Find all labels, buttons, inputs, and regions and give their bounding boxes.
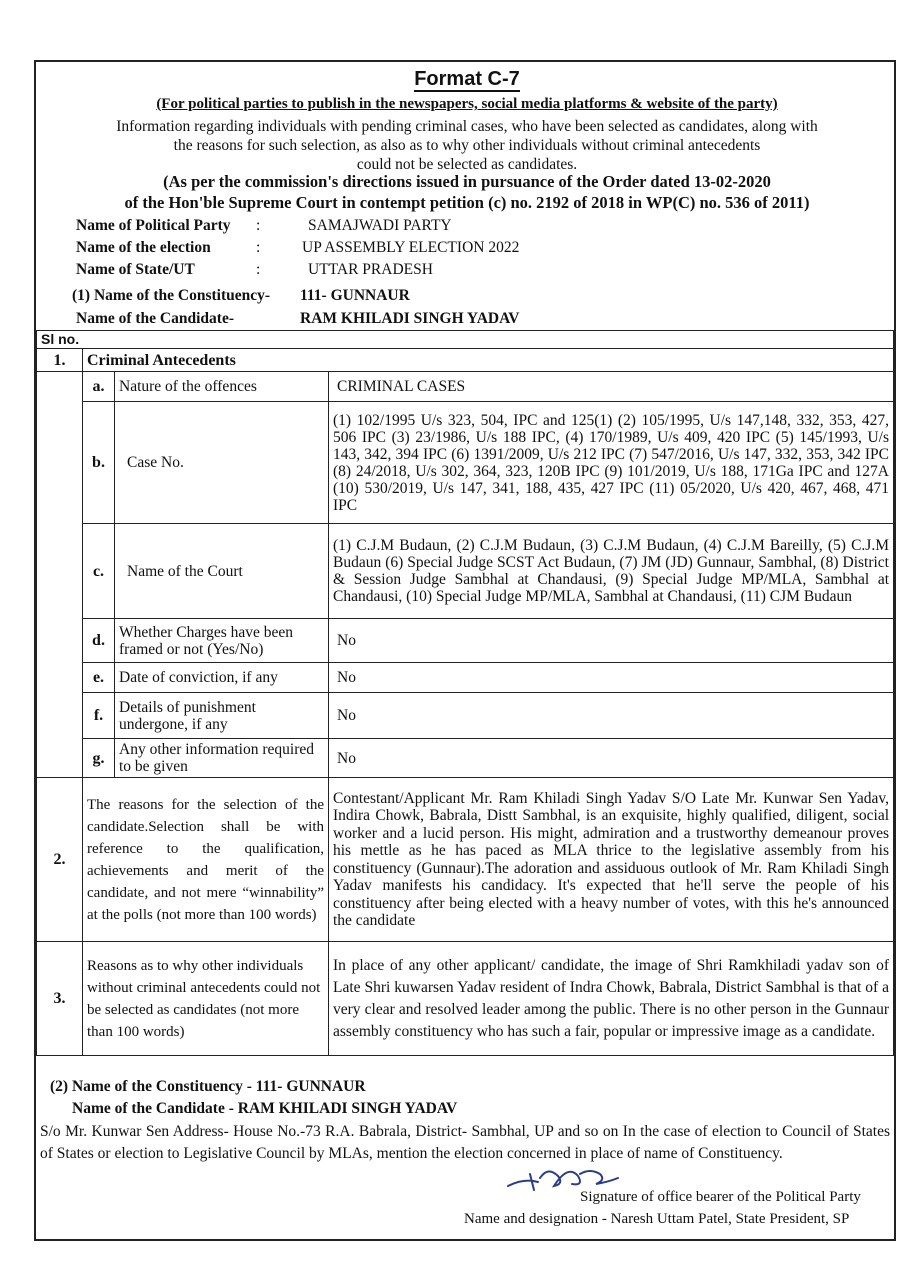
state-value: UTTAR PRADESH — [308, 261, 433, 278]
row-value: CRIMINAL CASES — [329, 372, 894, 402]
row-letter: a. — [83, 372, 115, 402]
row-letter: b. — [83, 402, 115, 524]
candidate-2: Name of the Candidate - RAM KHILADI SINGH YADAV — [72, 1100, 458, 1117]
row-label: Case No. — [115, 402, 329, 524]
section-number: 3. — [37, 942, 83, 1056]
directions-line-1: (As per the commission's directions issued in pursuance of the Order dated 13-02-2020 — [163, 172, 771, 191]
constituency-value: 111- GUNNAUR — [300, 287, 410, 304]
row-label: Nature of the offences — [115, 372, 329, 402]
row-letter: g. — [83, 739, 115, 778]
table-row — [37, 402, 894, 524]
row-letter: d. — [83, 619, 115, 663]
table-row — [37, 619, 894, 663]
colon: : — [256, 217, 261, 234]
page-title: Format C-7 — [414, 68, 520, 90]
row-value: No — [329, 739, 894, 778]
election-value: UP ASSEMBLY ELECTION 2022 — [302, 239, 520, 256]
directions-line-2: of the Hon'ble Supreme Court in contempt petition (c) no. 2192 of 2018 in WP(C) no. 536 of 2011) — [124, 193, 810, 212]
colon: : — [256, 261, 261, 278]
row-label: Date of conviction, if any — [115, 663, 329, 693]
table-row — [37, 693, 894, 739]
table-row — [37, 331, 894, 349]
row-label: Any other information required to be given — [115, 739, 329, 778]
colon: : — [256, 239, 261, 256]
section-number: 2. — [37, 778, 83, 942]
row-letter: c. — [83, 524, 115, 619]
other-individuals-label: Reasons as to why other individuals without criminal antecedents could not be selected as candidates (not more than 100 words) — [83, 942, 329, 1056]
row-value: No — [329, 693, 894, 739]
section-title: Criminal Antecedents — [83, 349, 894, 372]
row-value: (1) 102/1995 U/s 323, 504, IPC and 125(1) (2) 105/1995, U/s 147,148, 332, 353, 427, 506 IPC (3) 23/1986, U/s 188 IPC, (4) 170/1989, U/s 409, 420 IPC (5) 145/1993, U/s 143, 342, 394 IPC (6) 1391/2009, U/s 212 IPC (7) 547/2016, U/s 147, 332, 353, 342 IPC (8) 24/2018, U/s 302, 364, 323, 120B IPC (9) 101/2019, U/s 188, 171Ga IPC and 127A (10) 530/2019, U/s 147, 341, 188, 435, 427 IPC (11) 05/2020, U/s 420, 467, 468, 471 IPC — [329, 402, 894, 524]
table-row — [37, 349, 894, 372]
row-letter: e. — [83, 663, 115, 693]
row-value: (1) C.J.M Budaun, (2) C.J.M Budaun, (3) C.J.M Budaun, (4) C.J.M Bareilly, (5) C.J.M Budaun (6) Special Judge SCST Act Budaun, (7) JM (JD) Gunnaur, Sambhal, (8) District & Session Judge Sambhal at Chandausi, (9) Special Judge MP/MLA, Sambhal at Chandausi, (10) Special Judge MP/MLA, Sambhal at Chandausi, (11) CJM Budaun — [329, 524, 894, 619]
row-label: Details of punishment undergone, if any — [115, 693, 329, 739]
info-paragraph: Information regarding individuals with pending criminal cases, who have been selected as candidates, along with the reasons for such selection, as also as to why other individuals without criminal antecedents could not be selected as candidates. — [116, 118, 818, 173]
designation: Name and designation - Naresh Uttam Patel, State President, SP — [464, 1211, 850, 1227]
state-label: Name of State/UT — [76, 261, 195, 278]
table-row — [37, 739, 894, 778]
address-paragraph: S/o Mr. Kunwar Sen Address- House No.-73 R.A. Babrala, District- Sambhal, UP and so on In the case of election to Council of States of States or election to Legislative Council by MLAs, mention the election concerned in place of name of Constituency. — [40, 1123, 890, 1162]
subtitle: (For political parties to publish in the newspapers, social media platforms & website of the party) — [156, 96, 778, 112]
table-row — [37, 524, 894, 619]
party-label: Name of Political Party — [76, 217, 231, 234]
row-value: No — [329, 663, 894, 693]
constituency-2: (2) Name of the Constituency - 111- GUNNAUR — [50, 1078, 366, 1095]
candidate-label: Name of the Candidate- — [76, 310, 234, 327]
section-number: 1. — [37, 349, 83, 372]
selection-reason-label: The reasons for the selection of the candidate.Selection shall be with reference to the qualification, achievements and merit of the candidate, and not mere “winnability” at the polls (not more than 100 words) — [83, 778, 329, 942]
signature-caption: Signature of office bearer of the Political Party — [580, 1189, 861, 1205]
table-row — [37, 663, 894, 693]
other-individuals-value: In place of any other applicant/ candidate, the image of Shri Ramkhiladi yadav son of Late Shri kuwarsen Yadav resident of Indra Chowk, Babrala, District Sambhal is that of a very clear and resolved leader among the public. There is no other person in the Gunnaur assembly constituency who has such a fair, popular or impressive image as a candidate. — [329, 942, 894, 1056]
table-row — [37, 942, 894, 1056]
criminal-antecedents-table — [36, 330, 894, 1056]
selection-reason-value: Contestant/Applicant Mr. Ram Khiladi Singh Yadav S/O Late Mr. Kunwar Sen Yadav, Indira Chowk, Babrala, Distt Sambhal, is an exquisite, highly qualified, diligent, social worker and a lucid person. His might, admiration and a trustworthy demeanour proves his mettle as he has paced as MLA thrice to the legislative assembly from his constituency (Gunnaur).The adoration and assiduous outlook of Mr. Ram Khiladi Singh Yadav manifests his candidacy. It's expected that he'll serve the people of his constituency after being elected with a heavy number of votes, with this he's announced the candidate — [329, 778, 894, 942]
row-letter: f. — [83, 693, 115, 739]
election-label: Name of the election — [76, 239, 211, 256]
table-row — [37, 778, 894, 942]
slno-header: Sl no. — [37, 331, 894, 349]
row-value: No — [329, 619, 894, 663]
constituency-label: (1) Name of the Constituency- — [72, 287, 271, 304]
candidate-value: RAM KHILADI SINGH YADAV — [300, 310, 520, 327]
party-value: SAMAJWADI PARTY — [308, 217, 452, 234]
row-label: Whether Charges have been framed or not (Yes/No) — [115, 619, 329, 663]
table-row — [37, 372, 894, 402]
document-frame — [34, 60, 896, 1241]
row-label: Name of the Court — [115, 524, 329, 619]
